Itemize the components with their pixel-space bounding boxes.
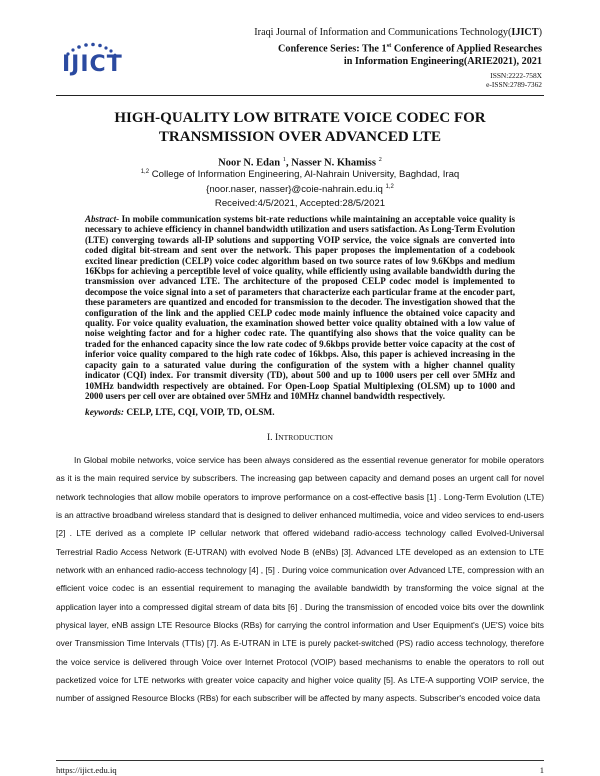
journal-header [212, 27, 542, 68]
eissn: e-ISSN:2789-7362 [486, 80, 542, 90]
logo-text: IJICT [62, 52, 123, 77]
page-number: 1 [539, 765, 544, 775]
keywords-label: keywords: [85, 408, 125, 418]
abstract-text: In mobile communication systems bit-rate reductions while maintaining an acceptable voice quality is necessary to achieve efficiency in channel bandwidth utilization and users satisfaction. As Long-Term Evolution (LTE) converging towards all-IP solutions and supporting VOIP service, the voice signals are converted into coded digital bit-stream and sent over the network. This paper proposes the implementation of a codebook excited linear prediction (CELP) voice codec algorithm based on two source rates of low 9.6Kbps and medium 16Kbps for achieving a perceptible level of voice quality, while efficiently using available bandwidth during the transmission over advanced LTE. The architecture of the proposed CELP codec model is implemented to decompose the voice signal into a set of parameters that characterize each particular frame at the encoder part, these parameters are quantized and encoded for transmission to the decoder. The investigation showed that the configuration of the link and the applied CELP codec mode mainly influence the obtained voice capacity and quality. For voice quality evaluation, the examination showed better voice quality obtained with a low value of noise weighting factor and for a higher codec rate. The quantifying also shows that the voice quality can be traded for the enhanced capacity since the low rate codec of 9.6kbps provide better voice capacity at the cost of inferior voice quality compared to the high rate codec of 16kbps. Also, this paper is achieved increasing in the capacity gain to a saturated value during the configuration of the system with a higher channel quality indicator (CQI) index. For transmit diversity (TD), about 500 and up to 1000 users per cell over 5MHz and 10MHz bandwidth respectively are obtained. For Open-Loop Spatial Multiplexing (OLSM) up to 1000 and 2000 users per cell over are obtained over 5MHz and 10MHz channel bandwidth respectively. [85, 214, 515, 401]
keywords [85, 408, 515, 419]
authors: Noor N. Edan $^1$, Nasser N. Khamiss $^2$ [218, 156, 382, 169]
paper-title [56, 109, 544, 147]
abstract [85, 214, 515, 401]
abstract-label: Abstract- [85, 214, 120, 224]
affiliation: $^{1,2}$ College of Information Engineering, Al-Nahrain University, Baghdad, Iraq [140, 169, 460, 181]
footer-divider [56, 760, 544, 761]
title-line-1: HIGH-QUALITY LOW BITRATE VOICE CODEC FOR [114, 110, 486, 126]
issn-block [486, 71, 542, 90]
title-line-2: TRANSMISSION OVER ADVANCED LTE [158, 129, 442, 145]
author-2: Nasser N. Khamiss [291, 157, 376, 169]
author-emails: {noor.naser, nasser}@coie-nahrain.edu.iq $^{1,2}$ [206, 184, 394, 196]
issn: ISSN:2222-758X [490, 71, 542, 80]
received-dates: Received:4/5/2021, Accepted:28/5/2021 [214, 197, 386, 209]
conference-series: Conference Series: The 1st Conference of Applied Researches [278, 41, 542, 54]
introduction-paragraph: In Global mobile networks, voice service has been always considered as the essential revenue generator for mobile operators as it is the main required service by subscribers. The increasing gap between capacity and demand poses an urgent call for novel network technologies that allow mobile operators to improve performance on a cost-effective basis [1] . Long-Term Evolution (LTE) is an attractive broadband wireless standard that is designed to deliver enhanced multimedia, voice and video services to end-users [2] . LTE derived as a complete IP cellular network that offered wideband radio-access technology called Evolved-Universal Terrestrial Radio Access Network (E-UTRAN) with evolved Node B (eNBs) [3]. Advanced LTE developed as an extension to LTE network with an enhanced radio-access technology [4] , [5] . During voice communication over Advanced LTE, compression with an efficient voice codec is an essential requirement to managing the available bandwidth by transforming the voice signal at the application layer into a compressed digital stream of data bits [6] . During the transmission of encoded voice bits over the downlink physical layer, eNB assign LTE Resource Blocks (RBs) for carrying the control information and User Equipment's (UE'S) voice bits over Transmission Time Intervals (TTIs) [7]. As E-UTRAN in LTE is purely packet-switched (PS) radio access technology, therefore the voice service is delivered through Voice over Internet Protocol (VOIP) based mechanisms to enable the operators to roll out packetized voice for LTE networks with greater voice capacity and higher voice quality [5]. As LTE-A supporting VOIP service, the number of assigned Resource Blocks (RBs) for each subscriber will be affected by many aspects. Subscriber's encoded voice data [56, 455, 544, 704]
footer-link[interactable]: https://ijict.edu.iq [56, 765, 117, 775]
header-divider [56, 95, 544, 96]
journal-logo [58, 40, 128, 82]
journal-name: Iraqi Journal of Information and Communications Technology(IJICT) [254, 27, 542, 38]
section-heading: I. INTRODUCTION [266, 432, 334, 443]
author-1: Noor N. Edan [218, 157, 281, 169]
conference-name: in Information Engineering(ARIE2021), 2021 [343, 55, 542, 67]
affiliation-block [56, 166, 544, 210]
keywords-text: CELP, LTE, CQI, VOIP, TD, OLSM. [124, 408, 275, 418]
